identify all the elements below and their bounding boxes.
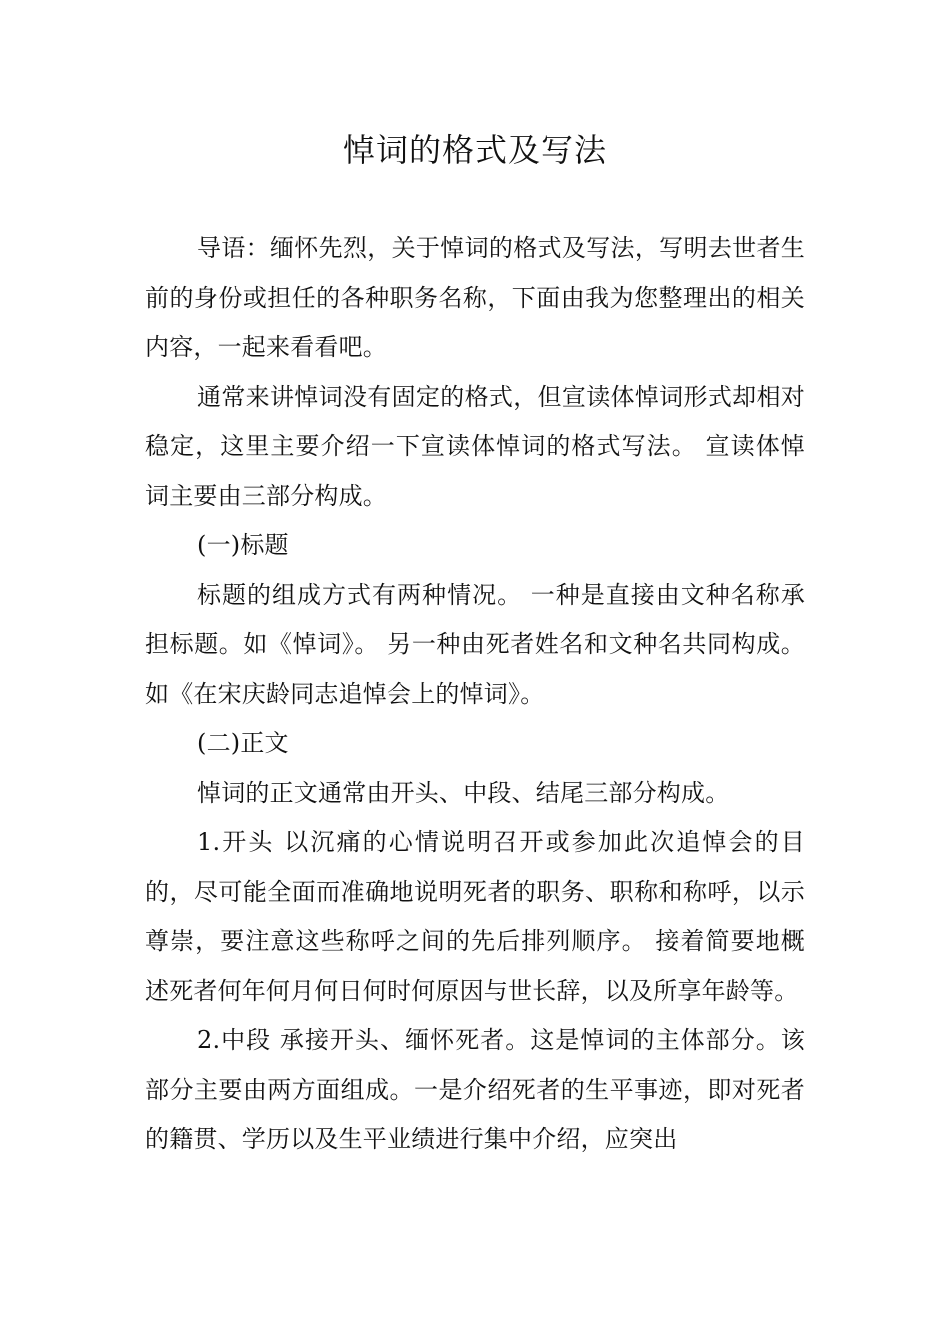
document-body <box>145 224 805 1165</box>
intro-paragraph: 导语：缅怀先烈，关于悼词的格式及写法，写明去世者生前的身份或担任的各种职务名称，下面由我为您整理出的相关内容，一起来看看吧。 <box>145 234 805 361</box>
document-title: 悼词的格式及写法 <box>342 131 607 169</box>
section-heading-title: (一)标题 <box>197 531 289 559</box>
section-heading-body: (二)正文 <box>197 729 289 757</box>
opening-paragraph: 1.开头 以沉痛的心情说明召开或参加此次追悼会的目的，尽可能全面而准确地说明死者的职务、职称和称呼，以示尊崇，要注意这些称呼之间的先后排列顺序。 接着简要地概述死者何年何月何日何时何原因与世长辞，以及所享年龄等。 <box>145 828 805 1005</box>
body-structure-paragraph: 悼词的正文通常由开头、中段、结尾三部分构成。 <box>197 778 730 807</box>
middle-paragraph: 2.中段 承接开头、缅怀死者。这是悼词的主体部分。该部分主要由两方面组成。一是介绍死者的生平事迹，即对死者的籍贯、学历以及生平业绩进行集中介绍，应突出 <box>145 1026 805 1153</box>
title-paragraph: 标题的组成方式有两种情况。 一种是直接由文种名称承担标题。如《悼词》。 另一种由死者姓名和文种名共同构成。如《在宋庆龄同志追悼会上的悼词》。 <box>145 580 805 708</box>
overview-paragraph: 通常来讲悼词没有固定的格式，但宣读体悼词形式却相对稳定，这里主要介绍一下宣读体悼词的格式写法。 宣读体悼词主要由三部分构成。 <box>145 382 805 510</box>
